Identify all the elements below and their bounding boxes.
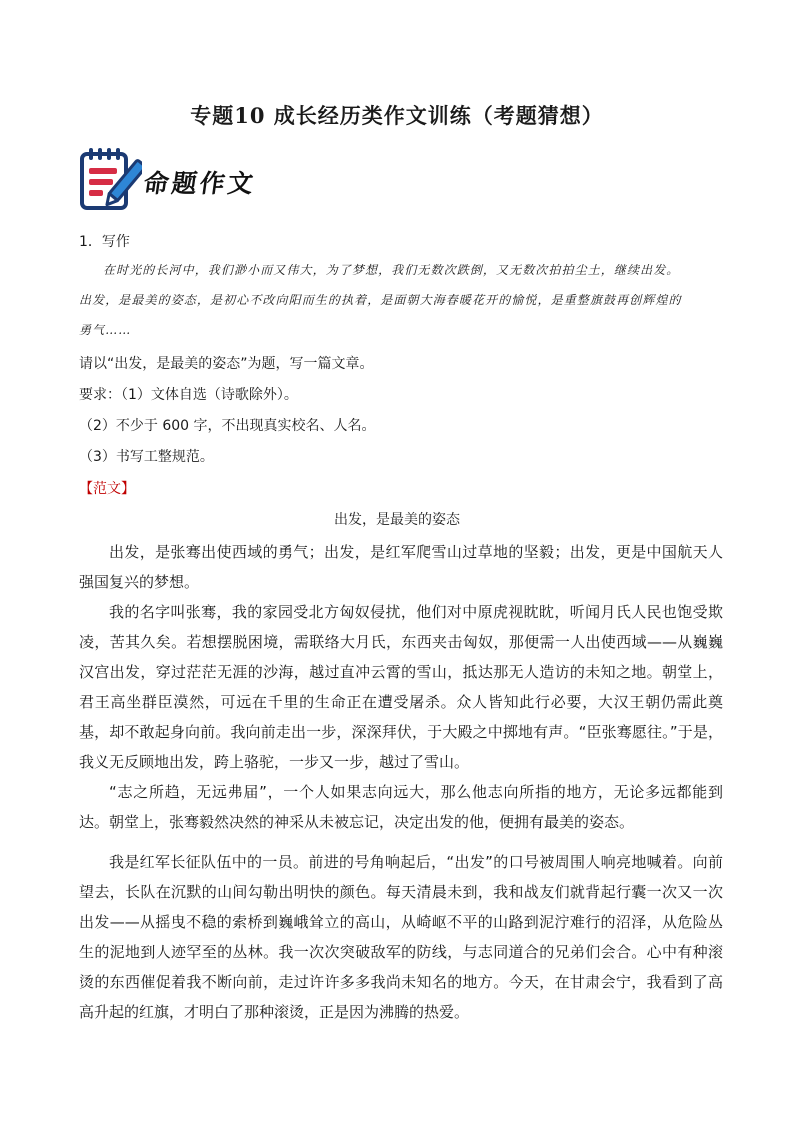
- section-banner: [78, 146, 278, 214]
- requirement-line: （2）不少于 600 字，不出现真实校名、人名。: [79, 418, 376, 434]
- question-number: 1．写作: [79, 234, 130, 250]
- prompt-line: 在时光的长河中，我们渺小而又伟大，为了梦想，我们无数次跌倒，又无数次拍拍尘土，继续出发。: [103, 263, 680, 277]
- essay-paragraph: 我是红军长征队伍中的一员。前进的号角响起后，“出发”的口号被周围人响亮地喊着。向前望去，长队在沉默的山间勾勒出明快的颜色。每天清晨未到，我和战友们就背起行囊一次又一次出发——从摇曳不稳的索桥到巍峨耸立的高山，从崎岖不平的山路到泥泞难行的沼泽，从危险丛生的泥地到人迹罕至的丛林。我一次次突破敌军的防线，与志同道合的兄弟们会合。心中有种滚烫的东西催促着我不断向前，走过许许多多我尚未知名的地方。今天，在甘肃会宁，我看到了高高升起的红旗，才明白了那种滚烫，正是因为沸腾的热爱。: [79, 853, 723, 1021]
- essay-paragraph: 我的名字叫张骞，我的家园受北方匈奴侵扰，他们对中原虎视眈眈，听闻月氏人民也饱受欺凌，苦其久矣。若想摆脱困境，需联络大月氏，东西夹击匈奴，那便需一人出使西域——从巍巍汉宫出发，穿过茫茫无涯的沙海，越过直冲云霄的雪山，抵达那无人造访的未知之地。朝堂上，君王高坐群臣漠然，可远在千里的生命正在遭受屠杀。众人皆知此行必要，大汉王朝仍需此奠基，却不敢起身向前。我向前走出一步，深深拜伏，于大殿之中掷地有声。“臣张骞愿往。”于是，我义无反顾地出发，跨上骆驼，一步又一步，越过了雪山。: [79, 603, 723, 771]
- essay-title: 出发，是最美的姿态: [334, 512, 460, 528]
- banner-label: 命题作文: [141, 169, 258, 198]
- essay-paragraph: “志之所趋，无远弗届”，一个人如果志向远大，那么他志向所指的地方，无论多远都能到达。朝堂上，张骞毅然决然的神采从未被忘记，决定出发的他，便拥有最美的姿态。: [79, 783, 723, 831]
- essay-paragraph: 出发，是张骞出使西域的勇气；出发，是红军爬雪山过草地的坚毅；出发，更是中国航天人强国复兴的梦想。: [79, 543, 723, 591]
- instruction: 请以“出发，是最美的姿态”为题，写一篇文章。: [79, 356, 374, 372]
- notepad-pen-icon: [78, 146, 142, 214]
- prompt-line: 出发，是最美的姿态，是初心不改向阳而生的执着，是面朝大海春暖花开的愉悦，是重整旗鼓再创辉煌的: [79, 293, 682, 307]
- page-title: 专题10 成长经历类作文训练（考题猜想）: [190, 103, 604, 128]
- prompt-line: 勇气……: [79, 323, 132, 337]
- requirement-line: 要求：（1）文体自选（诗歌除外）。: [79, 387, 298, 403]
- sample-label: 【范文】: [79, 481, 135, 497]
- requirement-line: （3）书写工整规范。: [79, 449, 214, 465]
